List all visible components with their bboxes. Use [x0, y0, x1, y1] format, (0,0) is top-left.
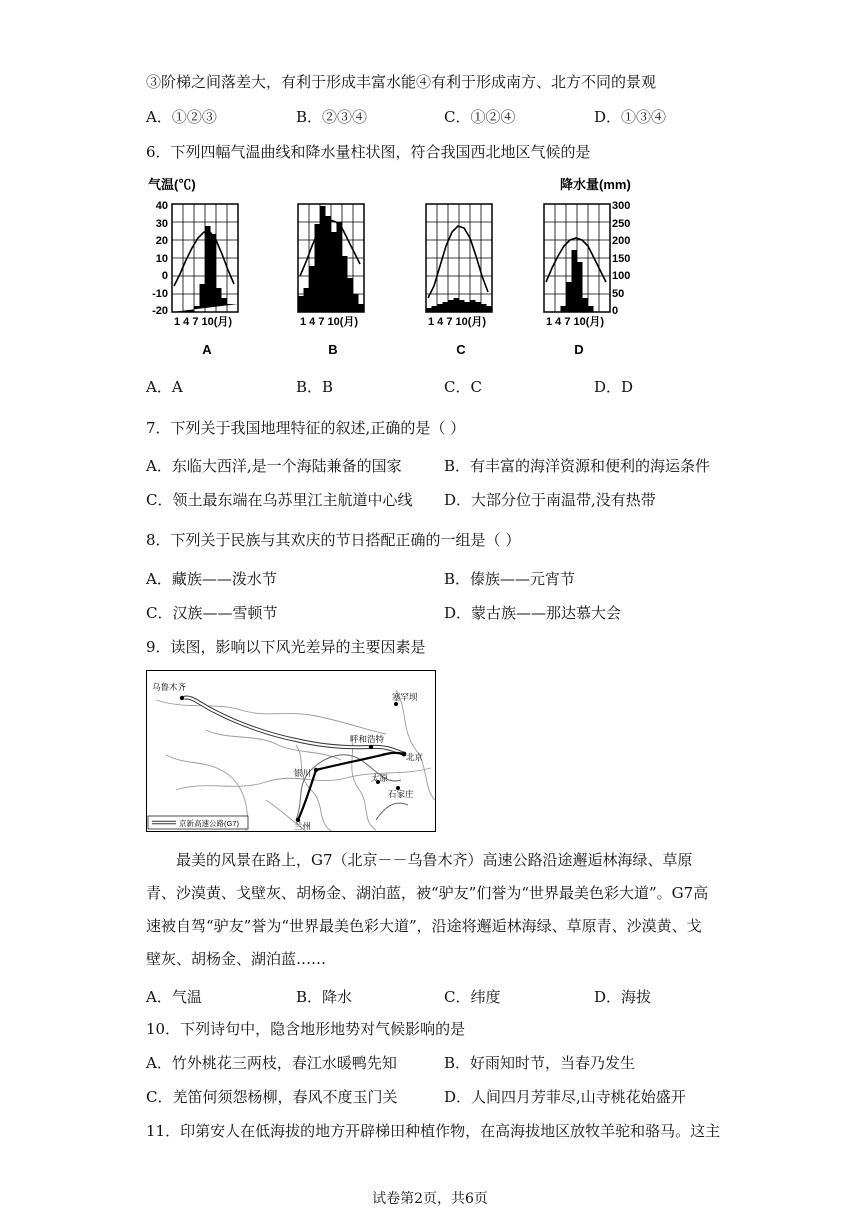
map-label-urumqi: 乌鲁木齐	[152, 682, 187, 692]
caption-d: D	[574, 342, 584, 357]
svg-text:京新高速公路(G7): 京新高速公路(G7)	[179, 819, 239, 828]
q7-option-c[interactable]: C．领土最东端在乌苏里江主航道中心线	[146, 491, 413, 509]
q8-stem: 8．下列关于民族与其欢庆的节日搭配正确的一组是（ ）	[146, 531, 521, 549]
svg-text:200: 200	[612, 235, 631, 247]
q8-option-b[interactable]: B．傣族——元宵节	[444, 570, 576, 588]
g7-route-map	[146, 670, 436, 832]
q5-tail: ③阶梯之间落差大，有利于形成丰富水能④有利于形成南方、北方不同的景观	[146, 73, 657, 91]
q7-option-d[interactable]: D．大部分位于南温带,没有热带	[444, 491, 656, 509]
map-label-lanzhou: 兰州	[294, 821, 312, 831]
svg-text:1 4 7 10(月): 1 4 7 10(月)	[300, 316, 359, 328]
q9-option-b[interactable]: B．降水	[296, 988, 353, 1006]
map-label-shijiazhuang: 石家庄	[388, 789, 414, 799]
svg-text:1 4 7 10(月): 1 4 7 10(月)	[546, 316, 605, 328]
svg-text:40: 40	[155, 200, 168, 212]
svg-text:30: 30	[155, 218, 168, 230]
svg-text:0: 0	[161, 270, 168, 282]
climate-chart-b	[298, 204, 364, 328]
q9-option-a[interactable]: A．气温	[146, 988, 202, 1006]
svg-text:1 4 7 10(月): 1 4 7 10(月)	[428, 316, 487, 328]
caption-c: C	[456, 342, 466, 357]
q10-stem: 10．下列诗句中，隐含地形地势对气候影响的是	[146, 1020, 466, 1038]
q10-option-c[interactable]: C．羌笛何须怨杨柳，春风不度玉门关	[146, 1088, 398, 1106]
q9-option-d[interactable]: D．海拔	[594, 988, 652, 1006]
q5-option-b[interactable]: B．②③④	[296, 108, 368, 126]
q9-passage: 最美的风景在路上，G7（北京－－乌鲁木齐）高速公路沿途邂逅林海绿、草原青、沙漠黄、戈壁灰、胡杨金、湖泊蓝，被“驴友”们誉为“世界最美色彩大道”。G7高速被自驾“驴友”誉为“世界最美色彩大道”，沿途将邂逅林海绿、草原青、沙漠黄、戈壁灰、胡杨金、湖泊蓝……	[146, 851, 709, 968]
q8-option-c[interactable]: C．汉族——雪顿节	[146, 604, 278, 622]
map-label-saihanba: 塞罕坝	[392, 692, 418, 702]
svg-text:-10: -10	[152, 288, 168, 300]
q7-option-a[interactable]: A．东临大西洋,是一个海陆兼备的国家	[146, 457, 402, 475]
svg-text:300: 300	[612, 200, 631, 212]
map-label-yinchuan: 银川	[294, 768, 312, 778]
map-label-beijing: 北京	[406, 752, 424, 762]
page-footer: 试卷第2页，共6页	[372, 1191, 488, 1207]
q6-option-d[interactable]: D．D	[594, 378, 634, 396]
map-label-hohhot: 呼和浩特	[350, 734, 385, 744]
q9-option-c[interactable]: C．纬度	[444, 988, 501, 1006]
q5-option-c[interactable]: C．①②④	[444, 108, 516, 126]
climate-chart-c	[426, 204, 492, 328]
svg-text:-20: -20	[152, 305, 168, 317]
q9-stem: 9．读图，影响以下风光差异的主要因素是	[146, 638, 426, 656]
svg-text:10: 10	[155, 253, 168, 265]
svg-text:150: 150	[612, 253, 631, 265]
map-legend	[148, 816, 248, 829]
q7-option-b[interactable]: B．有丰富的海洋资源和便利的海运条件	[444, 457, 711, 475]
q5-option-a[interactable]: A．①②③	[146, 108, 217, 126]
q7-stem: 7．下列关于我国地理特征的叙述,正确的是（ ）	[146, 419, 466, 437]
q6-option-b[interactable]: B．B	[296, 378, 334, 396]
q6-option-c[interactable]: C．C	[444, 378, 482, 396]
svg-text:0: 0	[612, 305, 619, 317]
caption-b: B	[328, 342, 338, 357]
temp-axis-label: 气温(℃)	[148, 177, 196, 192]
q6-stem: 6．下列四幅气温曲线和降水量柱状图，符合我国西北地区气候的是	[146, 143, 591, 161]
svg-text:20: 20	[155, 235, 168, 247]
svg-text:1 4 7 10(月): 1 4 7 10(月)	[174, 316, 233, 328]
q10-option-d[interactable]: D．人间四月芳菲尽,山寺桃花始盛开	[444, 1088, 686, 1106]
precip-axis-label: 降水量(mm)	[560, 177, 631, 192]
q8-option-a[interactable]: A．藏族——泼水节	[146, 570, 277, 588]
q5-option-d[interactable]: D．①③④	[594, 108, 667, 126]
q8-option-d[interactable]: D．蒙古族——那达慕大会	[444, 604, 622, 622]
q10-option-b[interactable]: B．好雨知时节，当春乃发生	[444, 1054, 636, 1072]
caption-a: A	[202, 342, 212, 357]
q6-option-a[interactable]: A．A	[146, 378, 183, 396]
q10-option-a[interactable]: A．竹外桃花三两枝，春江水暖鸭先知	[146, 1054, 397, 1072]
climate-chart-a	[172, 204, 238, 328]
q11-stem: 11．印第安人在低海拔的地方开辟梯田种植作物，在高海拔地区放牧羊驼和骆马。这主	[146, 1122, 721, 1140]
climate-chart-d	[544, 204, 610, 328]
svg-text:100: 100	[612, 270, 631, 282]
svg-text:250: 250	[612, 218, 631, 230]
map-label-taiyuan: 太原	[371, 773, 389, 783]
climate-charts-figure	[140, 172, 640, 364]
svg-text:50: 50	[612, 288, 625, 300]
